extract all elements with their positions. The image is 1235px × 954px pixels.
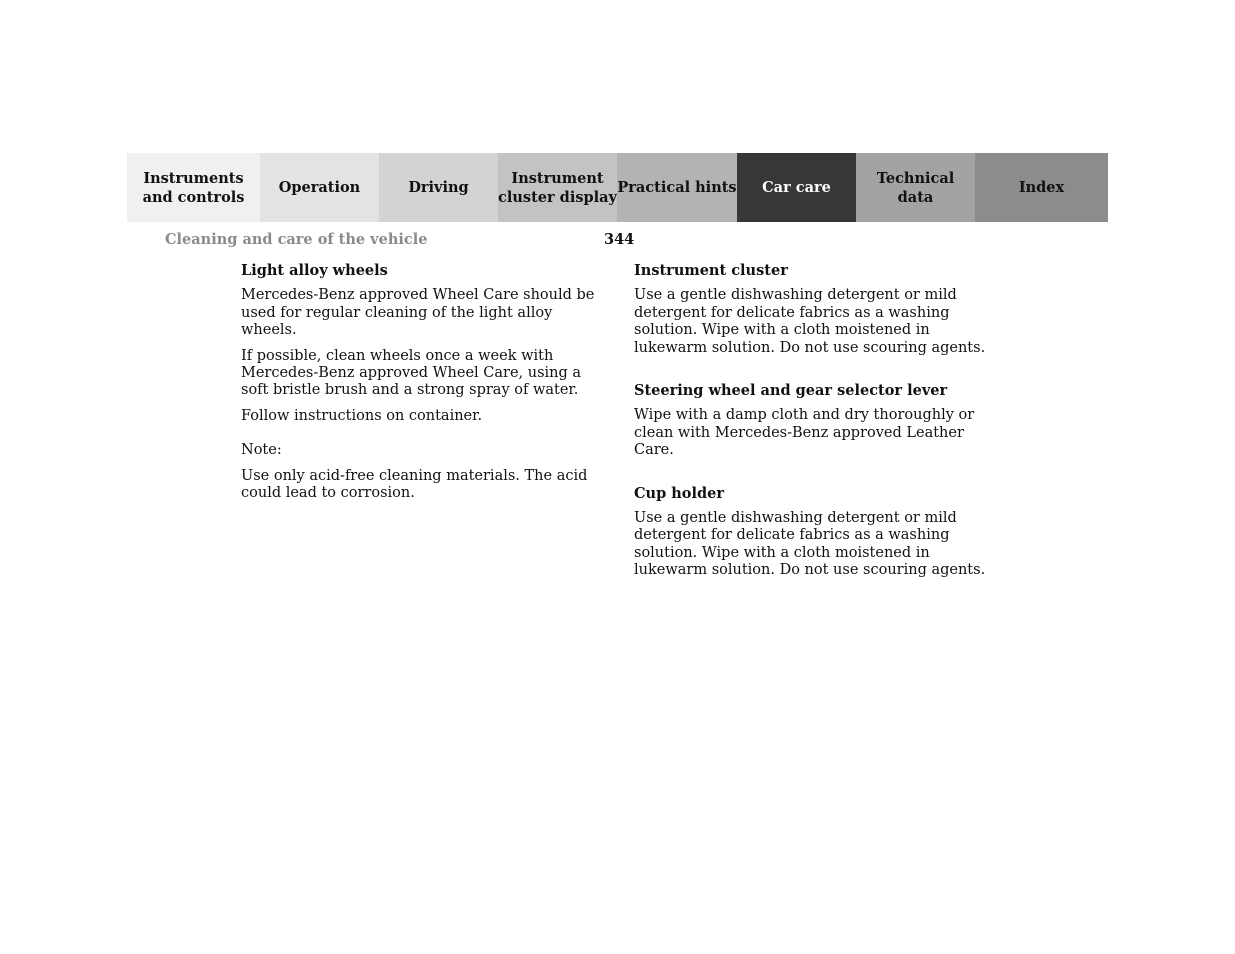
- light-alloy-wheels-paragraph-1: Mercedes-Benz approved Wheel Care should be used for regular cleaning of the light alloy wheels.: [241, 287, 595, 339]
- tab-car-care[interactable]: [737, 153, 856, 222]
- instrument-cluster-heading: Instrument cluster: [634, 262, 788, 279]
- tab-label-line: data: [897, 188, 934, 206]
- tab-label-line: cluster display: [498, 188, 617, 206]
- tab-label-line: Instrument: [511, 169, 604, 187]
- tab-label: Operation: [278, 179, 361, 196]
- steering-wheel-text: Wipe with a damp cloth and dry thoroughly or clean with Mercedes-Benz approved Leather Care.: [634, 407, 975, 459]
- tab-instrument-cluster-display[interactable]: [498, 153, 617, 222]
- cup-holder-heading: Cup holder: [634, 484, 724, 502]
- tab-index[interactable]: [975, 153, 1108, 222]
- right-column: [634, 262, 999, 588]
- light-alloy-wheels-paragraph-2: If possible, clean wheels once a week with Mercedes-Benz approved Wheel Care, using a soft bristle brush and a strong spray of water.: [241, 347, 582, 399]
- tab-label: Car care: [762, 179, 831, 196]
- tab-technical-data[interactable]: [856, 153, 975, 222]
- note-text: Use only acid-free cleaning materials. The acid could lead to corrosion.: [241, 467, 588, 502]
- tab-label-line: Instruments: [143, 169, 244, 187]
- tab-label: Practical hints: [617, 179, 737, 196]
- light-alloy-wheels-paragraph-3: Follow instructions on container.: [241, 407, 483, 424]
- section-header: Cleaning and care of the vehicle: [165, 231, 428, 248]
- left-column: [241, 262, 606, 510]
- instrument-cluster-text: Use a gentle dishwashing detergent or mild detergent for delicate fabrics as a washing solution. Wipe with a cloth moistened in lukewarm solution. Do not use scouring agents.: [634, 287, 986, 356]
- cup-holder-text: Use a gentle dishwashing detergent or mild detergent for delicate fabrics as a washing solution. Wipe with a cloth moistened in lukewarm solution. Do not use scouring agents.: [634, 510, 986, 579]
- tab-driving[interactable]: [379, 153, 498, 222]
- steering-wheel-heading: Steering wheel and gear selector lever: [634, 382, 948, 400]
- tab-label-line: and controls: [142, 188, 245, 206]
- note-label: Note:: [241, 442, 282, 459]
- tab-label-line: Technical: [876, 169, 955, 187]
- tab-instruments-and-controls[interactable]: [127, 153, 260, 222]
- chapter-nav: [127, 153, 1108, 222]
- tab-practical-hints[interactable]: [617, 153, 737, 222]
- page-number: 344: [604, 231, 635, 248]
- tab-label: Index: [1018, 179, 1065, 196]
- tab-operation[interactable]: [260, 153, 379, 222]
- light-alloy-wheels-heading: Light alloy wheels: [241, 262, 388, 279]
- tab-label: Driving: [408, 179, 469, 196]
